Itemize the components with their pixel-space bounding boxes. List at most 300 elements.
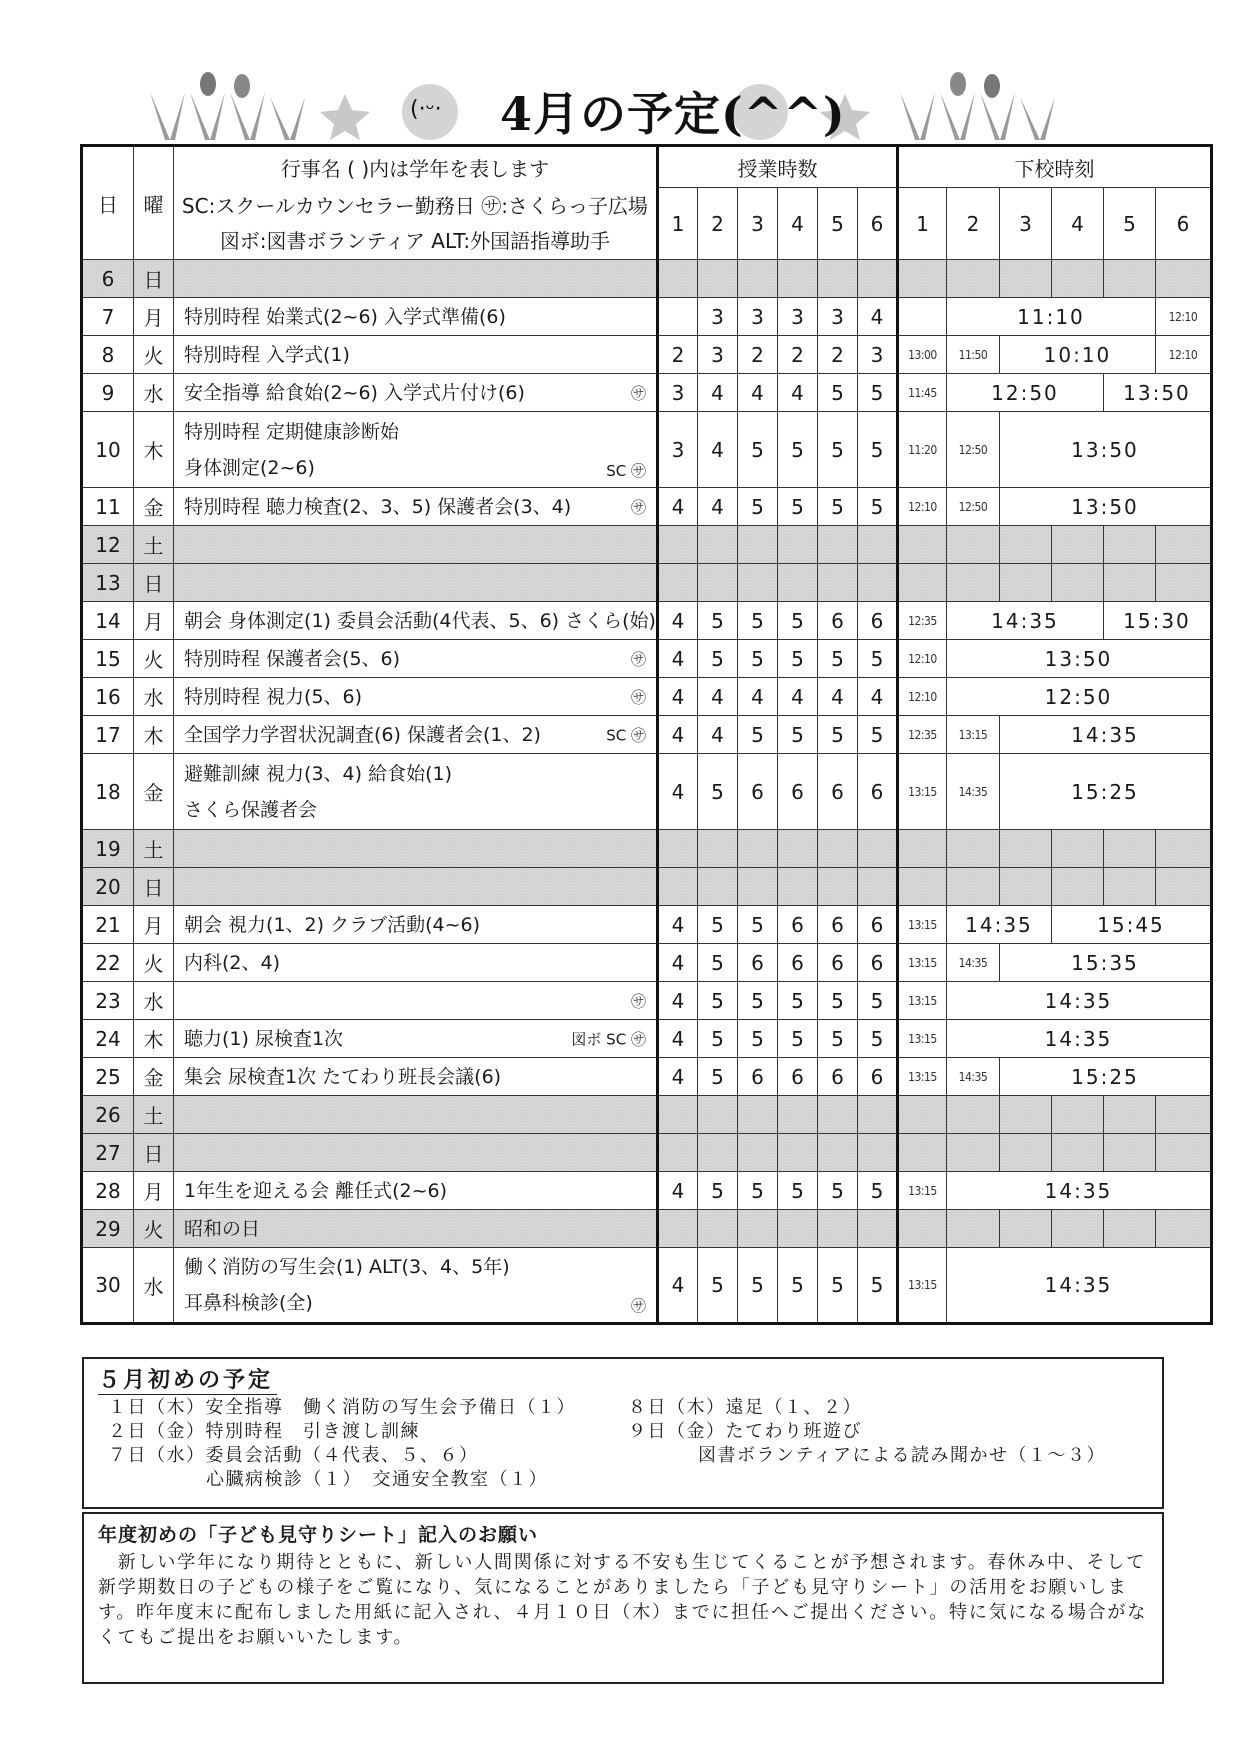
lesson-count-cell: 5: [857, 488, 897, 526]
lesson-count-cell: 5: [817, 1172, 857, 1210]
lesson-count-cell: 5: [777, 488, 817, 526]
event-tags: ㋚: [630, 384, 646, 402]
lesson-count-cell: 4: [817, 678, 857, 716]
lesson-count-cell: 4: [857, 678, 897, 716]
event-tags: SC ㋚: [606, 726, 646, 744]
lesson-count-cell: 5: [817, 982, 857, 1020]
lesson-count-cell: 4: [697, 412, 737, 488]
schedule-body: [82, 260, 1212, 1324]
weekday-cell: 日: [134, 260, 174, 298]
schedule-row: [82, 336, 1212, 374]
weekday-cell: 火: [134, 640, 174, 678]
weekday-cell: 水: [134, 982, 174, 1020]
lesson-count-cell: [857, 260, 897, 298]
lesson-count-cell: [697, 830, 737, 868]
dismissal-cell: [897, 1210, 946, 1248]
weekday-cell: 火: [134, 336, 174, 374]
dismissal-time-cell: 14:35: [946, 1020, 1211, 1058]
day-cell: 24: [82, 1020, 134, 1058]
dismissal-cell: [1155, 1134, 1211, 1172]
dismissal-cell: [999, 830, 1051, 868]
day-cell: 23: [82, 982, 134, 1020]
dismissal-time-cell: 13:15: [897, 754, 946, 830]
day-cell: 7: [82, 298, 134, 336]
event-line: 集会 尿検査1次 たてわり班長会議(6): [184, 1065, 502, 1088]
weekday-cell: 月: [134, 298, 174, 336]
dismissal-cell: [1051, 526, 1103, 564]
lesson-count-cell: [777, 564, 817, 602]
schedule-row: [82, 1058, 1212, 1096]
lesson-count-cell: 3: [777, 298, 817, 336]
lesson-count-cell: 6: [857, 602, 897, 640]
lesson-count-cell: 3: [697, 298, 737, 336]
tulip-icon: [900, 92, 935, 140]
lesson-count-cell: 5: [697, 1248, 737, 1324]
schedule-row: [82, 640, 1212, 678]
event-cell: [174, 830, 658, 868]
lesson-count-cell: 5: [697, 602, 737, 640]
lesson-count-cell: 4: [657, 678, 697, 716]
lesson-count-cell: 4: [657, 1172, 697, 1210]
header-weekday: 曜: [134, 146, 174, 260]
lesson-count-cell: [777, 1134, 817, 1172]
lesson-count-cell: 4: [777, 374, 817, 412]
tulip-group-left: [150, 72, 305, 140]
lesson-count-cell: [777, 260, 817, 298]
tulip-icon: [270, 97, 305, 140]
lesson-count-cell: 5: [817, 716, 857, 754]
lesson-count-cell: [817, 1210, 857, 1248]
weekday-cell: 火: [134, 1210, 174, 1248]
day-cell: 28: [82, 1172, 134, 1210]
lesson-count-cell: 6: [817, 754, 857, 830]
dismissal-time-cell: 14:35: [946, 1172, 1211, 1210]
lesson-count-cell: [817, 1134, 857, 1172]
event-line: 避難訓練 視力(3、4) 給食始(1): [184, 762, 452, 785]
lesson-count-cell: [657, 1096, 697, 1134]
schedule-row: [82, 1134, 1212, 1172]
tulip-head-icon: [200, 72, 216, 96]
event-line: 朝会 身体測定(1) 委員会活動(4代表、5、6) さくら(始): [184, 609, 656, 632]
event-tags: ㋚: [630, 650, 646, 668]
event-line: 特別時程 聴力検査(2、3、5) 保護者会(3、4): [184, 495, 572, 518]
dismissal-time-cell: 13:50: [999, 412, 1211, 488]
lesson-count-cell: 5: [777, 640, 817, 678]
dismissal-time-cell: 14:35: [946, 1058, 999, 1096]
event-tags: ㋚: [630, 992, 646, 1010]
day-cell: 6: [82, 260, 134, 298]
dismissal-time-cell: 13:50: [1103, 374, 1211, 412]
lesson-count-cell: [737, 830, 777, 868]
grade-header: 3: [737, 188, 777, 260]
weekday-cell: 日: [134, 868, 174, 906]
lesson-count-cell: [857, 526, 897, 564]
schedule-row: [82, 602, 1212, 640]
weekday-cell: 月: [134, 906, 174, 944]
lesson-count-cell: [697, 1134, 737, 1172]
event-tags: ㋚: [630, 688, 646, 706]
lesson-count-cell: 3: [657, 374, 697, 412]
tulip-icon: [1020, 97, 1055, 140]
event-cell: [174, 754, 658, 830]
day-cell: 27: [82, 1134, 134, 1172]
may-schedule-box: [82, 1357, 1164, 1509]
dismissal-cell: [1103, 1210, 1155, 1248]
lesson-count-cell: 3: [817, 298, 857, 336]
day-cell: 11: [82, 488, 134, 526]
dismissal-cell: [1051, 868, 1103, 906]
grade-header: 1: [657, 188, 697, 260]
event-cell: [174, 1058, 658, 1096]
lesson-count-cell: 5: [817, 488, 857, 526]
lesson-count-cell: 6: [817, 906, 857, 944]
dismissal-cell: [1155, 868, 1211, 906]
lesson-count-cell: 5: [857, 1172, 897, 1210]
lesson-count-cell: 6: [777, 1058, 817, 1096]
lesson-count-cell: 6: [857, 1058, 897, 1096]
lesson-count-cell: 5: [817, 412, 857, 488]
lesson-count-cell: [737, 868, 777, 906]
lesson-count-cell: [737, 1210, 777, 1248]
day-cell: 25: [82, 1058, 134, 1096]
event-cell: [174, 678, 658, 716]
grade-header: 5: [817, 188, 857, 260]
notice-box: [82, 1512, 1164, 1684]
lesson-count-cell: 5: [697, 906, 737, 944]
schedule-row: [82, 868, 1212, 906]
dismissal-cell: [897, 1134, 946, 1172]
dismissal-cell: [1103, 830, 1155, 868]
day-cell: 8: [82, 336, 134, 374]
header-lessons: 授業時数: [657, 146, 897, 188]
lesson-count-cell: 5: [777, 412, 817, 488]
lesson-count-cell: 4: [657, 944, 697, 982]
event-cell: [174, 488, 658, 526]
event-line: 昭和の日: [184, 1217, 261, 1240]
lesson-count-cell: [697, 868, 737, 906]
lesson-count-cell: 3: [657, 412, 697, 488]
weekday-cell: 土: [134, 1096, 174, 1134]
day-cell: 29: [82, 1210, 134, 1248]
lesson-count-cell: 6: [737, 944, 777, 982]
lesson-count-cell: [777, 526, 817, 564]
schedule-row: [82, 944, 1212, 982]
grade-header: 2: [697, 188, 737, 260]
lesson-count-cell: [697, 526, 737, 564]
lesson-count-cell: [657, 298, 697, 336]
lesson-count-cell: 3: [737, 298, 777, 336]
event-line: 朝会 視力(1、2) クラブ活動(4~6): [184, 913, 481, 936]
schedule-row: [82, 564, 1212, 602]
dismissal-cell: [1051, 830, 1103, 868]
dismissal-time-cell: [897, 298, 946, 336]
may-schedule-title: ５月初めの予定: [98, 1363, 277, 1395]
event-tags: ㋚: [630, 498, 646, 516]
lesson-count-cell: [817, 564, 857, 602]
lesson-count-cell: 6: [737, 754, 777, 830]
dismissal-cell: [946, 868, 999, 906]
event-line: 特別時程 始業式(2~6) 入学式準備(6): [184, 305, 506, 328]
lesson-count-cell: [857, 1210, 897, 1248]
tulip-icon: [150, 92, 185, 140]
dismissal-cell: [1103, 1134, 1155, 1172]
dismissal-cell: [1051, 1210, 1103, 1248]
notice-body: 新しい学年になり期待とともに、新しい人間関係に対する不安も生じてくることが予想されます。春休み中、そして新学期数日の子どもの様子をご覧になり、気になることがありましたら「子ども見守りシート」の活用をお願いします。昨年度末に配布しました用紙に記入され、４月１０日（木）までに担任へご提出ください。特に気になる場合がなくてもご提出をお願いいたします。: [98, 1552, 1148, 1648]
dismissal-cell: [897, 830, 946, 868]
event-cell: [174, 1134, 658, 1172]
grade-header: 1: [897, 188, 946, 260]
lesson-count-cell: [857, 564, 897, 602]
lesson-count-cell: 5: [857, 640, 897, 678]
lesson-count-cell: 3: [697, 336, 737, 374]
lesson-count-cell: [737, 1134, 777, 1172]
lesson-count-cell: 4: [657, 602, 697, 640]
lesson-count-cell: [857, 1096, 897, 1134]
weekday-cell: 火: [134, 944, 174, 982]
weekday-cell: 金: [134, 1058, 174, 1096]
dismissal-cell: [1103, 1096, 1155, 1134]
tulip-icon: [230, 92, 265, 140]
lesson-count-cell: 4: [737, 374, 777, 412]
lesson-count-cell: [697, 1210, 737, 1248]
dismissal-time-cell: 14:35: [946, 602, 1103, 640]
lesson-count-cell: [737, 526, 777, 564]
event-line: 働く消防の写生会(1) ALT(3、4、5年): [184, 1256, 510, 1278]
lesson-count-cell: 6: [817, 1058, 857, 1096]
event-line: 聴力(1) 尿検査1次: [184, 1027, 344, 1050]
event-cell: [174, 982, 658, 1020]
day-cell: 9: [82, 374, 134, 412]
event-line: さくら保護者会: [184, 798, 318, 821]
lesson-count-cell: 5: [737, 1172, 777, 1210]
lesson-count-cell: 5: [737, 488, 777, 526]
schedule-row: [82, 1248, 1212, 1324]
lesson-count-cell: 4: [657, 754, 697, 830]
dismissal-time-cell: 14:35: [946, 944, 999, 982]
dismissal-time-cell: 11:45: [897, 374, 946, 412]
day-cell: 10: [82, 412, 134, 488]
dismissal-cell: [999, 868, 1051, 906]
dismissal-cell: [999, 1134, 1051, 1172]
lesson-count-cell: 4: [657, 716, 697, 754]
day-cell: 14: [82, 602, 134, 640]
header-dismissal: 下校時刻: [897, 146, 1211, 188]
lesson-count-cell: 4: [657, 1058, 697, 1096]
weekday-cell: 木: [134, 716, 174, 754]
event-cell: [174, 564, 658, 602]
dismissal-cell: [1155, 260, 1211, 298]
schedule-row: [82, 716, 1212, 754]
dismissal-time-cell: 12:50: [946, 488, 999, 526]
weekday-cell: 水: [134, 374, 174, 412]
dismissal-cell: [1051, 1096, 1103, 1134]
event-cell: [174, 1096, 658, 1134]
lesson-count-cell: [817, 1096, 857, 1134]
dismissal-time-cell: 12:10: [897, 678, 946, 716]
lesson-count-cell: 5: [737, 716, 777, 754]
lesson-count-cell: [697, 1096, 737, 1134]
lesson-count-cell: 6: [817, 944, 857, 982]
lesson-count-cell: 2: [817, 336, 857, 374]
grade-header: 6: [1155, 188, 1211, 260]
dismissal-cell: [1051, 260, 1103, 298]
lesson-count-cell: 5: [737, 1020, 777, 1058]
dismissal-time-cell: 12:35: [897, 602, 946, 640]
event-cell: [174, 602, 658, 640]
header-day: 日: [82, 146, 134, 260]
may-item: ２日（金）特別時程 引き渡し訓練: [108, 1421, 420, 1442]
dismissal-time-cell: 12:50: [946, 678, 1211, 716]
may-item: 心臓病検診（１） 交通安全教室（１）: [206, 1469, 548, 1490]
tulip-head-icon: [234, 74, 250, 98]
grade-header: 4: [777, 188, 817, 260]
day-cell: 26: [82, 1096, 134, 1134]
lesson-count-cell: 5: [817, 1248, 857, 1324]
dismissal-cell: [1155, 1096, 1211, 1134]
schedule-row: [82, 488, 1212, 526]
dismissal-cell: [1103, 564, 1155, 602]
dismissal-time-cell: 12:10: [1155, 336, 1211, 374]
event-cell: [174, 298, 658, 336]
lesson-count-cell: 4: [657, 982, 697, 1020]
dismissal-cell: [897, 526, 946, 564]
dismissal-cell: [946, 1134, 999, 1172]
dismissal-time-cell: 11:20: [897, 412, 946, 488]
dismissal-time-cell: 13:15: [897, 1020, 946, 1058]
lesson-count-cell: [857, 1134, 897, 1172]
weekday-cell: 金: [134, 754, 174, 830]
lesson-count-cell: [777, 1096, 817, 1134]
lesson-count-cell: 5: [817, 640, 857, 678]
lesson-count-cell: 4: [657, 1248, 697, 1324]
dismissal-time-cell: 14:35: [999, 716, 1211, 754]
dismissal-time-cell: 11:10: [946, 298, 1155, 336]
dismissal-time-cell: 12:10: [897, 640, 946, 678]
weekday-cell: 水: [134, 1248, 174, 1324]
lesson-count-cell: [857, 830, 897, 868]
lesson-count-cell: 5: [817, 374, 857, 412]
event-cell: [174, 374, 658, 412]
may-item: １日（木）安全指導 働く消防の写生会予備日（１）: [108, 1397, 576, 1418]
event-cell: [174, 716, 658, 754]
lesson-count-cell: 4: [657, 488, 697, 526]
weekday-cell: 木: [134, 1020, 174, 1058]
schedule-row: [82, 982, 1212, 1020]
dismissal-time-cell: 13:00: [897, 336, 946, 374]
dismissal-cell: [1103, 868, 1155, 906]
lesson-count-cell: 5: [697, 1020, 737, 1058]
grade-header: 4: [1051, 188, 1103, 260]
dismissal-time-cell: 13:15: [897, 906, 946, 944]
lesson-count-cell: 6: [777, 754, 817, 830]
schedule-row: [82, 1096, 1212, 1134]
lesson-count-cell: [657, 260, 697, 298]
event-line: 安全指導 給食始(2~6) 入学式片付け(6): [184, 381, 525, 404]
lesson-count-cell: 4: [857, 298, 897, 336]
event-cell: [174, 640, 658, 678]
weekday-cell: 木: [134, 412, 174, 488]
tulip-head-icon: [950, 72, 966, 96]
tulip-head-icon: [984, 74, 1000, 98]
weekday-cell: 月: [134, 1172, 174, 1210]
notice-title: 年度初めの「子ども見守りシート」記入のお願い: [98, 1524, 539, 1546]
dismissal-time-cell: 15:25: [999, 1058, 1211, 1096]
day-cell: 17: [82, 716, 134, 754]
lesson-count-cell: [657, 1210, 697, 1248]
schedule-row: [82, 260, 1212, 298]
dismissal-time-cell: 11:50: [946, 336, 999, 374]
header-event-legend-2: 図ボ:図書ボランティア ALT:外国語指導助手: [174, 224, 658, 260]
day-cell: 13: [82, 564, 134, 602]
lesson-count-cell: 5: [697, 1172, 737, 1210]
day-cell: 15: [82, 640, 134, 678]
lesson-count-cell: 4: [697, 678, 737, 716]
dismissal-cell: [999, 1096, 1051, 1134]
lesson-count-cell: 5: [697, 640, 737, 678]
dismissal-time-cell: 15:45: [1051, 906, 1211, 944]
lesson-count-cell: 5: [777, 982, 817, 1020]
dismissal-time-cell: 13:50: [946, 640, 1211, 678]
lesson-count-cell: [777, 830, 817, 868]
header-event-title: 行事名 ( )内は学年を表します: [174, 146, 658, 188]
event-line: 特別時程 視力(5、6): [184, 685, 363, 708]
dismissal-time-cell: 14:35: [946, 754, 999, 830]
dismissal-cell: [1051, 1134, 1103, 1172]
lesson-count-cell: 5: [697, 754, 737, 830]
schedule-row: [82, 1020, 1212, 1058]
lesson-count-cell: 4: [657, 640, 697, 678]
event-cell: [174, 260, 658, 298]
event-cell: [174, 1172, 658, 1210]
dismissal-time-cell: 15:25: [999, 754, 1211, 830]
grade-header: 6: [857, 188, 897, 260]
dismissal-cell: [999, 260, 1051, 298]
lesson-count-cell: 5: [857, 1248, 897, 1324]
lesson-count-cell: 5: [777, 716, 817, 754]
grade-header: 5: [1103, 188, 1155, 260]
event-line: 特別時程 入学式(1): [184, 343, 350, 366]
lesson-count-cell: 5: [697, 982, 737, 1020]
lesson-count-cell: 5: [777, 1172, 817, 1210]
lesson-count-cell: 5: [777, 1248, 817, 1324]
lesson-count-cell: 6: [857, 754, 897, 830]
day-cell: 22: [82, 944, 134, 982]
lesson-count-cell: 6: [737, 1058, 777, 1096]
flower-icon: [320, 94, 370, 140]
schedule-row: [82, 678, 1212, 716]
dismissal-time-cell: 13:15: [897, 1058, 946, 1096]
dismissal-time-cell: 14:35: [946, 906, 1051, 944]
weekday-cell: 月: [134, 602, 174, 640]
may-item: ７日（水）委員会活動（４代表、５、６）: [108, 1445, 479, 1466]
event-tags: SC ㋚: [606, 462, 646, 480]
lesson-count-cell: [817, 526, 857, 564]
lesson-count-cell: 4: [697, 488, 737, 526]
dismissal-time-cell: 12:50: [946, 374, 1103, 412]
lesson-count-cell: 5: [737, 412, 777, 488]
dismissal-time-cell: 13:50: [999, 488, 1211, 526]
day-cell: 19: [82, 830, 134, 868]
lesson-count-cell: 4: [657, 1020, 697, 1058]
lesson-count-cell: [737, 1096, 777, 1134]
grade-header: 2: [946, 188, 999, 260]
lesson-count-cell: [817, 260, 857, 298]
event-line: 身体測定(2~6): [184, 456, 315, 479]
lesson-count-cell: [657, 868, 697, 906]
schedule-row: [82, 754, 1212, 830]
dismissal-time-cell: 12:10: [897, 488, 946, 526]
lesson-count-cell: 5: [737, 982, 777, 1020]
